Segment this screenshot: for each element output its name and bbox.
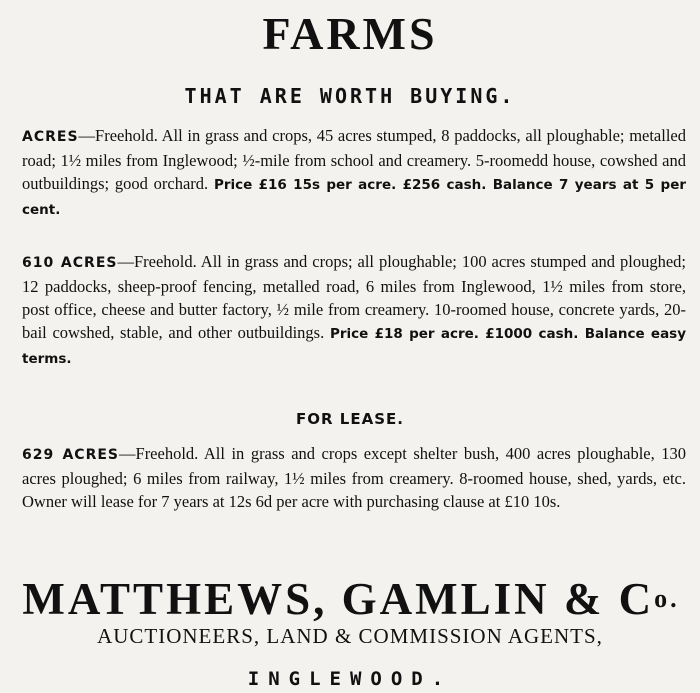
listing-2-price: Price £18 per acre. £1000 cash. Balance easy terms. [22,326,687,367]
firm-name-sup: o. [654,584,680,613]
for-lease-heading: FOR LEASE. [296,410,404,428]
firm-town: INGLEWOOD. [247,668,453,690]
listing-3-lead: 629 ACRES [22,447,120,463]
listing-2-body: —Freehold. All in grass and crops; all ploughable; 100 acres stumped and ploughed; 12 paddocks, sheep-proof fencing, metalled road, 6 miles from Inglewood, 1½ miles from store, post office, cheese and butter factory, ½ mile from creamery. 10-roomed house, concrete yards, 20-bail cowshed, stable, and other outbuildings. [22,252,686,342]
listing-1-lead: ACRES [22,129,79,145]
listing-2-lead: 610 ACRES [22,255,118,271]
listing-1-price: Price £16 15s per acre. £256 cash. Balance 7 years at 5 per cent. [22,177,687,218]
firm-name-text: MATTHEWS, GAMLIN & C [22,574,655,624]
listing-1-body: —Freehold. All in grass and crops, 45 acres stumped, 8 paddocks, all ploughable; metalled road; 1½ miles from Inglewood; ½-mile from school and creamery. 5-roomedd house, cowshed and outbuildings; good orchard. [22,126,686,193]
listing-3 [22,442,686,513]
firm-name [6,572,696,626]
listing-2 [22,250,686,371]
listing-3-body: —Freehold. All in grass and crops except shelter bush, 400 acres ploughable, 130 acres ploughed; 6 miles from railway, 1½ miles from creamery. 8-roomed house, shed, yards, etc. Owner will lease for 7 years at 12s 6d per acre with purchasing clause at £10 10s. [22,444,686,511]
advert-subtitle: THAT ARE WORTH BUYING. [184,84,516,108]
advert-title: FARMS [262,8,438,59]
listing-1 [22,124,686,222]
firm-tagline: AUCTIONEERS, LAND & COMMISSION AGENTS, [97,624,603,648]
